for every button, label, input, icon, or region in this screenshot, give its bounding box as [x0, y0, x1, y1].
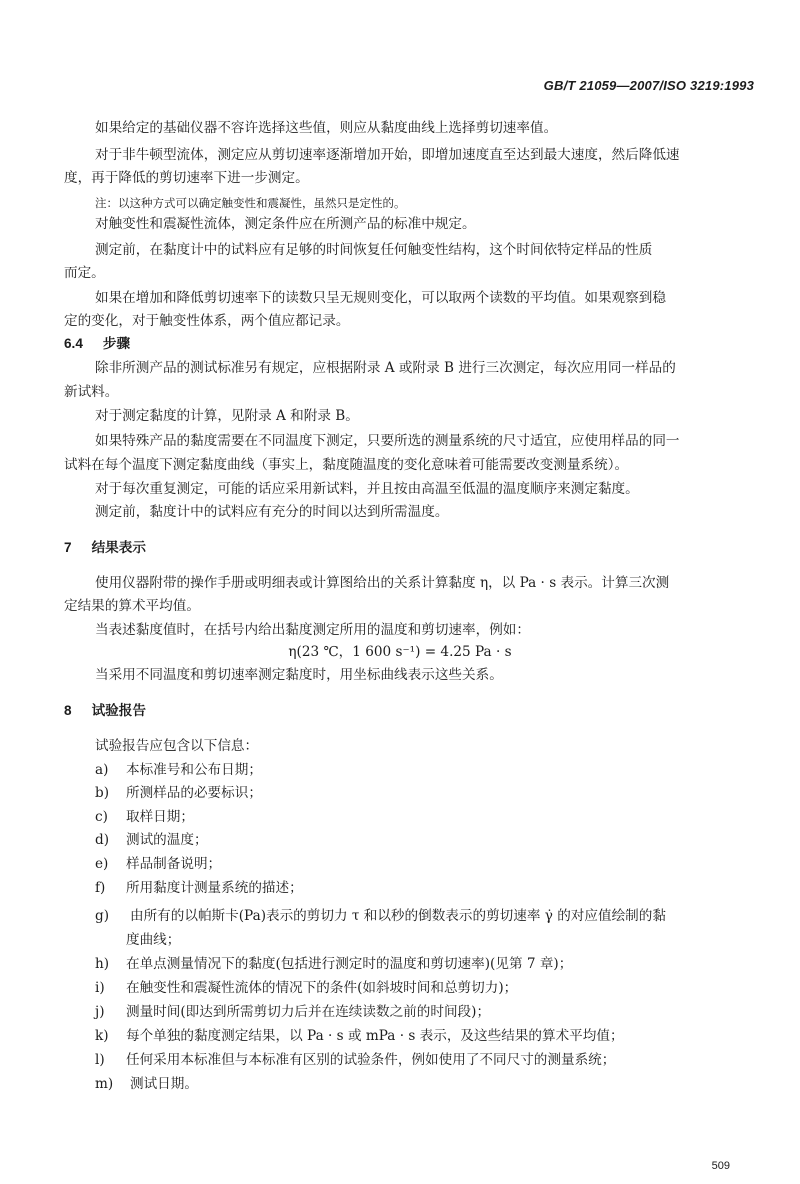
list-item-text: 测试的温度； [126, 832, 208, 848]
list-item-text: 本标准号和公布日期； [126, 762, 262, 778]
page-number: 509 [711, 1160, 730, 1172]
paragraph-line: 测定前，黏度计中的试料应有充分的时间以达到所需温度。 [95, 504, 449, 520]
paragraph-line: 对触变性和震凝性流体，测定条件应在所测产品的标准中规定。 [95, 216, 476, 232]
section-number: 6.4 [64, 336, 83, 351]
list-item-label: a) [95, 762, 109, 778]
section-title: 试验报告 [91, 703, 146, 719]
paragraph-line: 对于每次重复测定，可能的话应采用新试料，并且按由高温至低温的温度顺序来测定黏度。 [95, 481, 639, 497]
paragraph-line: 使用仪器附带的操作手册或明细表或计算图给出的关系计算黏度 η，以 Pa · s 表示。计算三次测 [95, 575, 670, 591]
paragraph-line: 定结果的算术平均值。 [64, 598, 200, 614]
list-item-text-continued: 度曲线； [126, 932, 181, 948]
paragraph-line: 而定。 [64, 265, 105, 281]
paragraph-line: 定的变化，对于触变性体系，两个值应都记录。 [64, 313, 350, 329]
paragraph-line: 当表述黏度值时，在括号内给出黏度测定所用的温度和剪切速率，例如： [95, 622, 530, 638]
list-item-label: j) [95, 1004, 105, 1020]
list-item-text: 任何采用本标准但与本标准有区别的试验条件，例如使用了不同尺寸的测量系统； [126, 1052, 616, 1068]
list-item-label: c) [95, 809, 108, 825]
list-item-text: 测量时间(即达到所需剪切力后并在连续读数之前的时间段)； [126, 1004, 491, 1020]
list-item-label: i) [95, 980, 105, 996]
list-item-text: 每个单独的黏度测定结果，以 Pa · s 或 mPa · s 表示，及这些结果的算术平均值； [126, 1028, 624, 1044]
section-heading-8 [64, 702, 146, 720]
section-heading-6-4 [64, 335, 130, 353]
list-item-label: l) [95, 1052, 105, 1068]
paragraph-line: 度，再于降低的剪切速率下进一步测定。 [64, 170, 309, 186]
list-item-label: g) [95, 908, 110, 924]
section-number: 8 [64, 703, 72, 718]
list-item-label: b) [95, 785, 110, 801]
paragraph-line: 试料在每个温度下测定黏度曲线（事实上，黏度随温度的变化意味着可能需要改变测量系统）。 [64, 457, 629, 473]
list-item-label: f) [95, 880, 106, 896]
section-heading-7 [64, 539, 146, 557]
paragraph-line: 当采用不同温度和剪切速率测定黏度时，用坐标曲线表示这些关系。 [95, 667, 503, 683]
list-item-text: 取样日期； [126, 809, 194, 825]
section-title: 步骤 [102, 336, 131, 352]
list-item-label: h) [95, 956, 110, 972]
section-title: 结果表示 [91, 540, 146, 556]
list-item-text: 样品制备说明； [126, 856, 222, 872]
list-item-text: 由所有的以帕斯卡(Pa)表示的剪切力 τ 和以秒的倒数表示的剪切速率 γ̇ 的对应值绘制的黏 [130, 908, 666, 924]
list-item-text: 在单点测量情况下的黏度(包括进行测定时的温度和剪切速率)(见第 7 章)； [126, 956, 573, 972]
viscosity-formula: η(23 ℃，1 600 s⁻¹) = 4.25 Pa · s [288, 644, 512, 660]
list-item-text: 所测样品的必要标识； [126, 785, 262, 801]
paragraph-line: 测定前，在黏度计中的试料应有足够的时间恢复任何触变性结构，这个时间依特定样品的性质 [95, 242, 653, 258]
report-intro: 试验报告应包含以下信息： [95, 738, 259, 754]
paragraph-line: 如果给定的基础仪器不容许选择这些值，则应从黏度曲线上选择剪切速率值。 [95, 120, 558, 136]
standard-id-header: GB/T 21059—2007/ISO 3219:1993 [543, 78, 754, 93]
section-number: 7 [64, 540, 72, 555]
list-item-text: 所用黏度计测量系统的描述； [126, 880, 303, 896]
paragraph-line: 如果在增加和降低剪切速率下的读数只呈无规则变化，可以取两个读数的平均值。如果观察到稳 [95, 290, 666, 306]
paragraph-line: 如果特殊产品的黏度需要在不同温度下测定，只要所选的测量系统的尺寸适宜，应使用样品的同一 [95, 433, 680, 449]
list-item-text: 测试日期。 [130, 1076, 198, 1092]
paragraph-line: 除非所测产品的测试标准另有规定，应根据附录 A 或附录 B 进行三次测定，每次应用同一样品的 [95, 360, 676, 376]
paragraph-line: 新试料。 [64, 384, 119, 400]
paragraph-line: 对于测定黏度的计算，见附录 A 和附录 B。 [95, 408, 359, 424]
list-item-label: e) [95, 856, 109, 872]
paragraph-line: 对于非牛顿型流体，测定应从剪切速率逐渐增加开始，即增加速度直至达到最大速度，然后降低速 [95, 147, 680, 163]
list-item-label: k) [95, 1028, 109, 1044]
list-item-label: d) [95, 832, 110, 848]
note-line: 注：以这种方式可以确定触变性和震凝性，虽然只是定性的。 [95, 196, 406, 210]
list-item-text: 在触变性和震凝性流体的情况下的条件(如斜坡时间和总剪切力)； [126, 980, 518, 996]
list-item-label: m) [95, 1076, 114, 1092]
